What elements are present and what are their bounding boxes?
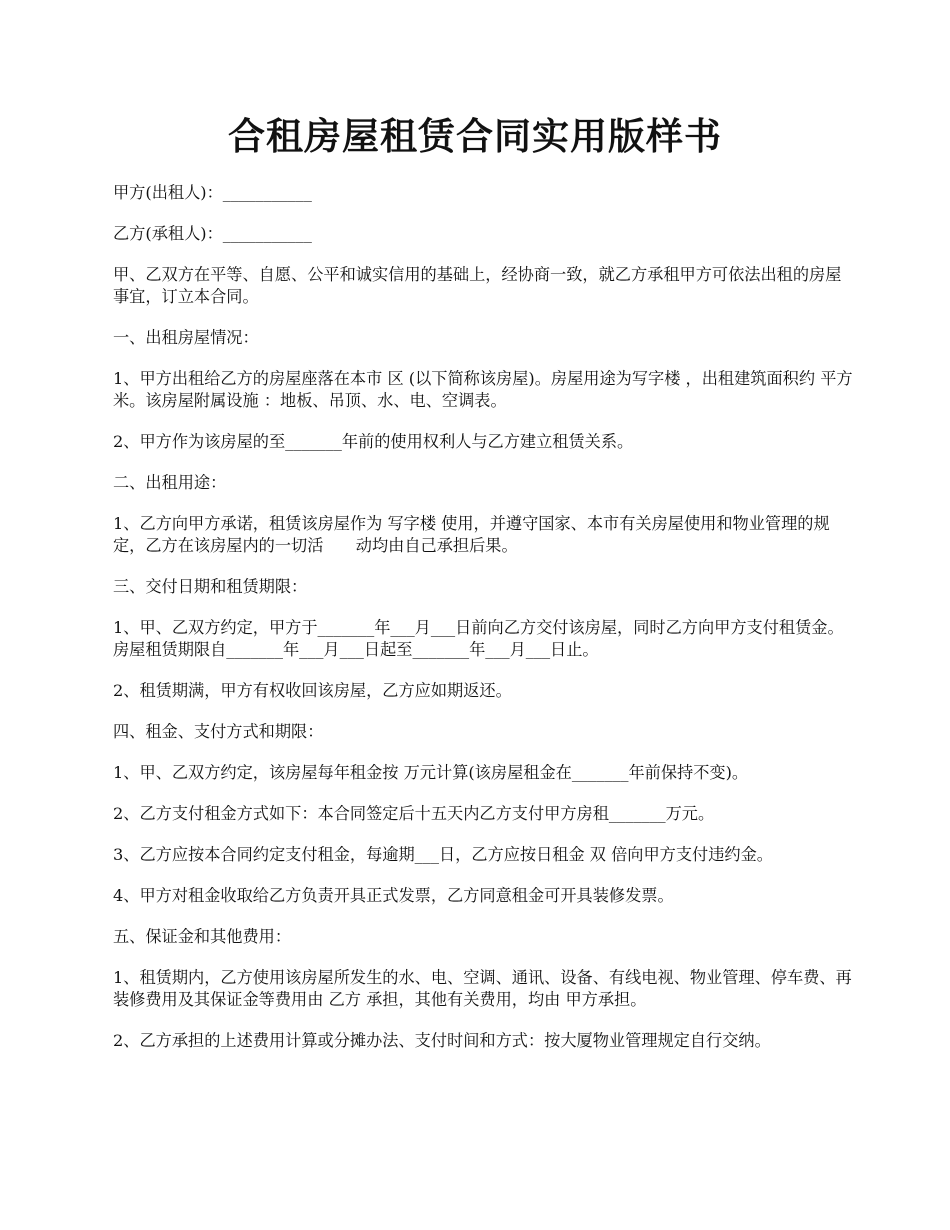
clause-paragraph: 2、乙方承担的上述费用计算或分摊办法、支付时间和方式：按大厦物业管理规定自行交纳。 (113, 1031, 771, 1050)
party-a-line: 甲方(出租人)：___________ (113, 183, 312, 202)
clause-paragraph: 1、乙方向甲方承诺，租赁该房屋作为 写字楼 使用，并遵守国家、本市有关房屋使用和物业管理的规定，乙方在该房屋内的一切活 动均由自己承担后果。 (113, 514, 830, 555)
party-b-line: 乙方(承租人)：___________ (113, 224, 312, 243)
clause-paragraph: 3、乙方应按本合同约定支付租金，每逾期___日，乙方应按日租金 双 倍向甲方支付违约金。 (113, 845, 773, 864)
section-heading: 一、出租房屋情况： (113, 328, 259, 347)
clause-paragraph: 2、乙方支付租金方式如下：本合同签定后十五天内乙方支付甲方房租_______万元。 (113, 804, 715, 823)
document-body (113, 182, 853, 1071)
section-heading: 五、保证金和其他费用： (113, 927, 292, 946)
clause-paragraph: 2、甲方作为该房屋的至_______年前的使用权利人与乙方建立租赁关系。 (113, 432, 634, 451)
clause-paragraph: 1、租赁期内，乙方使用该房屋所发生的水、电、空调、通讯、设备、有线电视、物业管理、停车费、再装修费用及其保证金等费用由 乙方 承担，其他有关费用，均由 甲方承担。 (113, 968, 852, 1009)
clause-paragraph: 1、甲、乙双方约定，甲方于_______年___月___日前向乙方交付该房屋，同时乙方向甲方支付租赁金。房屋租赁期限自_______年___月___日起至_______年___月___日止。 (113, 618, 844, 659)
clause-paragraph: 2、租赁期满，甲方有权收回该房屋，乙方应如期返还。 (113, 681, 512, 700)
section-heading: 二、出租用途： (113, 473, 227, 492)
section-heading: 三、交付日期和租赁期限： (113, 577, 308, 596)
section-heading: 四、租金、支付方式和期限： (113, 722, 324, 741)
clause-paragraph: 1、甲方出租给乙方的房屋座落在本市 区 (以下简称该房屋)。房屋用途为写字楼 ，出租建筑面积约 平方米。该房屋附属设施 ：地板、吊顶、水、电、空调表。 (113, 369, 853, 410)
clause-paragraph: 1、甲、乙双方约定，该房屋每年租金按 万元计算(该房屋租金在_______年前保持不变)。 (113, 763, 749, 782)
document-title: 合租房屋租赁合同实用版样书 (228, 114, 722, 158)
preamble-paragraph: 甲、乙双方在平等、自愿、公平和诚实信用的基础上，经协商一致，就乙方承租甲方可依法出租的房屋事宜，订立本合同。 (113, 265, 842, 306)
clause-paragraph: 4、甲方对租金收取给乙方负责开具正式发票，乙方同意租金可开具装修发票。 (113, 886, 674, 905)
